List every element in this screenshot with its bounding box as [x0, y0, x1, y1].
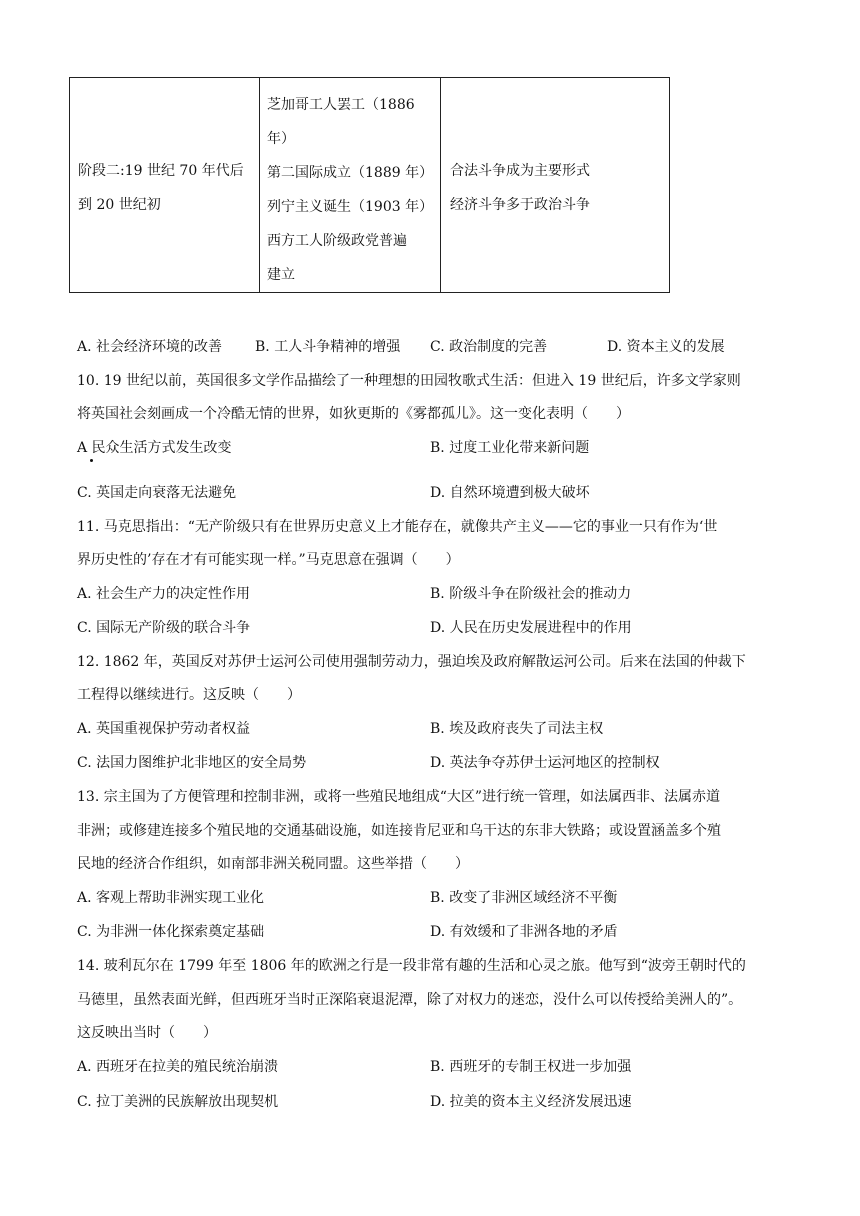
q10-option-b[interactable]: B. 过度工业化带来新问题 — [430, 440, 590, 456]
table-cell-features — [440, 78, 669, 292]
q12-option-b[interactable]: B. 埃及政府丧失了司法主权 — [430, 721, 604, 737]
q10-option-a[interactable]: A 民众生活方式发生改变 — [77, 440, 232, 456]
cell-text: 第二国际成立（1889 年） — [267, 165, 434, 181]
q12-option-c[interactable]: C. 法国力图维护北非地区的安全局势 — [77, 755, 307, 771]
q11-option-c[interactable]: C. 国际无产阶级的联合斗争 — [77, 620, 251, 636]
q10-option-c[interactable]: C. 英国走向衰落无法避免 — [77, 485, 237, 501]
q14-option-c[interactable]: C. 拉丁美洲的民族解放出现契机 — [77, 1094, 279, 1110]
q13-stem-line: 民地的经济合作组织，如南部非洲关税同盟。这些举措（ ） — [77, 856, 469, 872]
q11-option-d[interactable]: D. 人民在历史发展进程中的作用 — [430, 620, 632, 636]
q13-option-b[interactable]: B. 改变了非洲区域经济不平衡 — [430, 890, 618, 906]
cell-text: 列宁主义诞生（1903 年） — [267, 199, 434, 215]
cell-text: 建立 — [267, 267, 295, 283]
q10-option-d[interactable]: D. 自然环境遭到极大破坏 — [430, 485, 590, 501]
q14-option-b[interactable]: B. 西班牙的专制王权进一步加强 — [430, 1059, 632, 1075]
cell-text: 年） — [267, 131, 295, 147]
q13-option-d[interactable]: D. 有效缓和了非洲各地的矛盾 — [430, 924, 618, 940]
q9-option-a[interactable]: A. 社会经济环境的改善 — [77, 339, 223, 355]
cell-text: 芝加哥工人罢工（1886 — [267, 97, 415, 113]
emphasis-dot — [90, 459, 93, 462]
q13-stem-line: 非洲；或修建连接多个殖民地的交通基础设施，如连接肯尼亚和乌干达的东非大铁路；或设置涵盖多个殖 — [77, 823, 721, 839]
q11-stem-line: 界历史性的’存在才有可能实现一样。”马克思意在强调（ ） — [77, 552, 460, 568]
q10-stem-line: 将英国社会刻画成一个冷酷无情的世界，如狄更斯的《雾都孤儿》。这一变化表明（ ） — [77, 406, 630, 422]
stage-table — [69, 77, 670, 293]
cell-text: 西方工人阶级政党普遍 — [267, 233, 407, 249]
q12-option-a[interactable]: A. 英国重视保护劳动者权益 — [77, 721, 251, 737]
q10-stem-line: 10. 19 世纪以前，英国很多文学作品描绘了一种理想的田园牧歌式生活：但进入 19 世纪后，许多文学家则 — [77, 373, 741, 389]
q9-option-d[interactable]: D. 资本主义的发展 — [607, 339, 725, 355]
q14-stem-line: 14. 玻利瓦尔在 1799 年至 1806 年的欧洲之行是一段非常有趣的生活和心灵之旅。他写到“波旁王朝时代的 — [77, 958, 746, 974]
table-cell-events — [259, 78, 441, 292]
cell-text: 到 20 世纪初 — [78, 197, 161, 213]
q14-option-a[interactable]: A. 西班牙在拉美的殖民统治崩溃 — [77, 1059, 279, 1075]
q14-stem-line: 这反映出当时（ ） — [77, 1025, 217, 1041]
cell-text: 经济斗争多于政治斗争 — [450, 197, 590, 213]
q12-stem-line: 工程得以继续进行。这反映（ ） — [77, 687, 301, 703]
q11-option-b[interactable]: B. 阶级斗争在阶级社会的推动力 — [430, 586, 632, 602]
q9-option-c[interactable]: C. 政治制度的完善 — [430, 339, 548, 355]
q13-stem-line: 13. 宗主国为了方便管理和控制非洲，或将一些殖民地组成“大区”进行统一管理，如法属西非、法属赤道 — [77, 789, 721, 805]
cell-text: 合法斗争成为主要形式 — [450, 163, 590, 179]
q13-option-a[interactable]: A. 客观上帮助非洲实现工业化 — [77, 890, 265, 906]
q14-stem-line: 马德里，虽然表面光鲜，但西班牙当时正深陷衰退泥潭，除了对权力的迷恋，没什么可以传授给美洲人的”。 — [77, 992, 743, 1008]
q14-option-d[interactable]: D. 拉美的资本主义经济发展迅速 — [430, 1094, 632, 1110]
q13-option-c[interactable]: C. 为非洲一体化探索奠定基础 — [77, 924, 265, 940]
q12-option-d[interactable]: D. 英法争夺苏伊士运河地区的控制权 — [430, 755, 660, 771]
q9-option-b[interactable]: B. 工人斗争精神的增强 — [255, 339, 401, 355]
cell-text: 阶段二:19 世纪 70 年代后 — [78, 163, 244, 179]
q12-stem-line: 12. 1862 年，英国反对苏伊士运河公司使用强制劳动力，强迫埃及政府解散运河公司。后来在法国的仲裁下 — [77, 654, 746, 670]
table-cell-stage — [70, 78, 260, 292]
q11-option-a[interactable]: A. 社会生产力的决定性作用 — [77, 586, 251, 602]
q11-stem-line: 11. 马克思指出：“无产阶级只有在世界历史意义上才能存在，就像共产主义——它的事业一只有作为‘世 — [77, 519, 718, 535]
